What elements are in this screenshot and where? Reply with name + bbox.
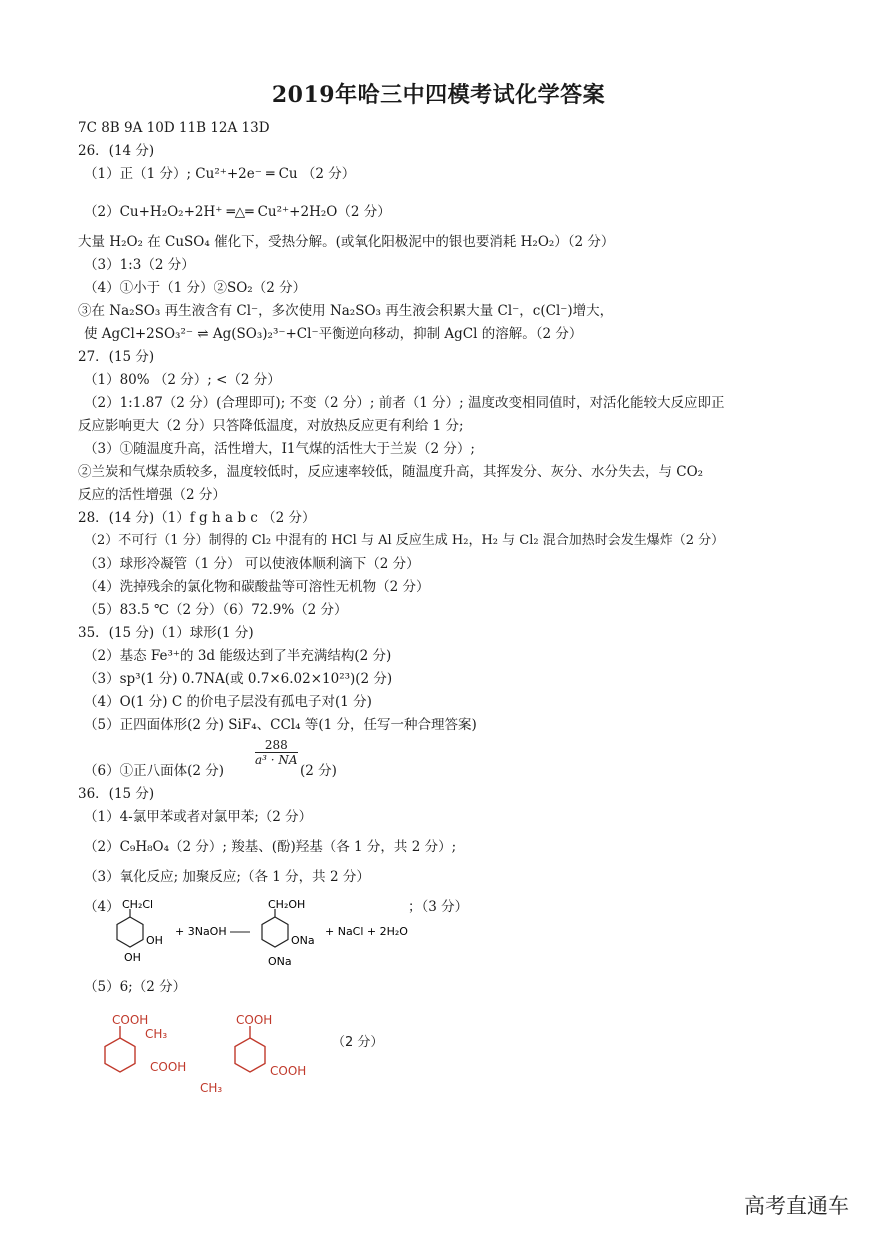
q36-4-label: （4）: [84, 899, 120, 915]
q27-header: 27．(15 分): [78, 349, 155, 365]
reactant-oh-1: OH: [146, 934, 163, 947]
isomer-b-ch3: CH₃: [200, 1081, 223, 1095]
q35-3: （3）sp³(1 分) 0.7NA(或 0.7×6.02×10²³)(2 分): [84, 671, 393, 687]
q26-2: （2）Cu+H₂O₂+2H⁺ ═△═ Cu²⁺+2H₂O（2 分）: [84, 204, 391, 220]
isomer-b-ring: [235, 1038, 265, 1072]
isomer-a-cooh-1: COOH: [112, 1013, 149, 1027]
q26-4-3b: 使 AgCl+2SO₃²⁻ ⇌ Ag(SO₃)₂³⁻+Cl⁻平衡逆向移动，抑制 AgCl 的溶解。（2 分）: [84, 326, 583, 342]
reactant-ch2cl: CH₂Cl: [122, 898, 154, 911]
q26-header: 26．(14 分): [78, 143, 155, 159]
q28-5-6: （5）83.5 ℃（2 分）（6）72.9%（2 分）: [84, 602, 348, 618]
q27-3b: ②兰炭和气煤杂质较多，温度较低时，反应速率较低，随温度升高，其挥发分、灰分、水分失去，与 CO₂: [78, 464, 704, 480]
byproducts: + NaCl + 2H₂O: [325, 925, 408, 938]
reaction-scheme: [100, 895, 430, 970]
q26-3: （3）1:3（2 分）: [84, 257, 195, 273]
reactant-oh-2: OH: [124, 951, 141, 964]
q35-6-score: (2 分): [300, 763, 337, 779]
q35-4: （4）O(1 分) C 的价电子层没有孤电子对(1 分): [84, 694, 372, 710]
q28-4: （4）洗掉残余的氯化物和碳酸盐等可溶性无机物（2 分）: [84, 579, 430, 595]
isomer-a-ch3: CH₃: [145, 1027, 168, 1041]
q35-6: （6）①正八面体(2 分): [84, 763, 225, 779]
reagent-naoh: + 3NaOH: [175, 925, 227, 938]
isomer-score: （2 分）: [332, 1035, 384, 1050]
product-benzene-ring: [262, 917, 288, 947]
isomer-b-cooh-1: COOH: [236, 1013, 273, 1027]
q35-header: 35．(15 分)（1）球形(1 分): [78, 625, 254, 641]
product-ona-1: ONa: [291, 934, 315, 947]
mc-answers: 7C 8B 9A 10D 11B 12A 13D: [78, 120, 270, 136]
q28-header: 28．(14 分)（1）f g h a b c （2 分）: [78, 510, 316, 526]
density-fraction: [255, 738, 298, 767]
q27-2a: （2）1:1.87（2 分）(合理即可); 不变（2 分）; 前者（1 分）; 温度改变相同值时，对活化能较大反应即正: [84, 395, 725, 411]
q27-3c: 反应的活性增强（2 分）: [78, 487, 226, 503]
q36-header: 36．(15 分): [78, 786, 155, 802]
isomer-structures: [90, 1008, 430, 1098]
q36-2: （2）C₉H₈O₄（2 分）; 羧基、(酚)羟基（各 1 分，共 2 分）;: [84, 839, 457, 855]
q26-4: （4）①小于（1 分）②SO₂（2 分）: [84, 280, 307, 296]
isomer-a-ring: [105, 1038, 135, 1072]
fraction-numerator: 288: [255, 738, 298, 753]
product-ona-2: ONa: [268, 955, 292, 968]
fraction-denominator: a³ · NA: [255, 753, 298, 767]
q36-1: （1）4-氯甲苯或者对氯甲苯;（2 分）: [84, 809, 313, 825]
isomer-a-cooh-2: COOH: [150, 1060, 187, 1074]
reactant-benzene-ring: [117, 917, 143, 947]
q26-4-3a: ③在 Na₂SO₃ 再生液含有 Cl⁻，多次使用 Na₂SO₃ 再生液会积累大量 Cl⁻，c(Cl⁻)增大，: [78, 303, 614, 319]
q26-1: （1）正（1 分）; Cu²⁺+2e⁻ ═ Cu （2 分）: [84, 166, 356, 182]
product-ch2oh: CH₂OH: [268, 898, 306, 911]
page-title: 2019年哈三中四模考试化学答案: [271, 82, 606, 108]
q28-3: （3）球形冷凝管（1 分） 可以使液体顺利滴下（2 分）: [84, 556, 420, 572]
q28-2: （2）不可行（1 分）制得的 Cl₂ 中混有的 HCl 与 Al 反应生成 H₂，H₂ 与 Cl₂ 混合加热时会发生爆炸（2 分）: [84, 533, 725, 548]
q27-1: （1）80% （2 分）; <（2 分）: [84, 372, 281, 388]
q27-3a: （3）①随温度升高，活性增大，I1气煤的活性大于兰炭（2 分）;: [84, 441, 475, 457]
isomer-b-cooh-2: COOH: [270, 1064, 307, 1078]
q36-5: （5）6;（2 分）: [84, 979, 187, 995]
q35-2: （2）基态 Fe³⁺的 3d 能级达到了半充满结构(2 分): [84, 648, 392, 664]
q36-4-score: ；（3 分）: [408, 899, 469, 915]
q26-2-note: 大量 H₂O₂ 在 CuSO₄ 催化下，受热分解。(或氧化阳极泥中的银也要消耗 H₂O₂）（2 分）: [78, 234, 615, 250]
q35-5: （5）正四面体形(2 分) SiF₄、CCl₄ 等(1 分，任写一种合理答案): [84, 717, 477, 733]
watermark-text: 高考直通车: [744, 1194, 849, 1218]
q36-3: （3）氧化反应; 加聚反应;（各 1 分，共 2 分）: [84, 869, 370, 885]
q27-2b: 反应影响更大（2 分）只答降低温度，对放热反应更有利给 1 分;: [78, 418, 464, 434]
